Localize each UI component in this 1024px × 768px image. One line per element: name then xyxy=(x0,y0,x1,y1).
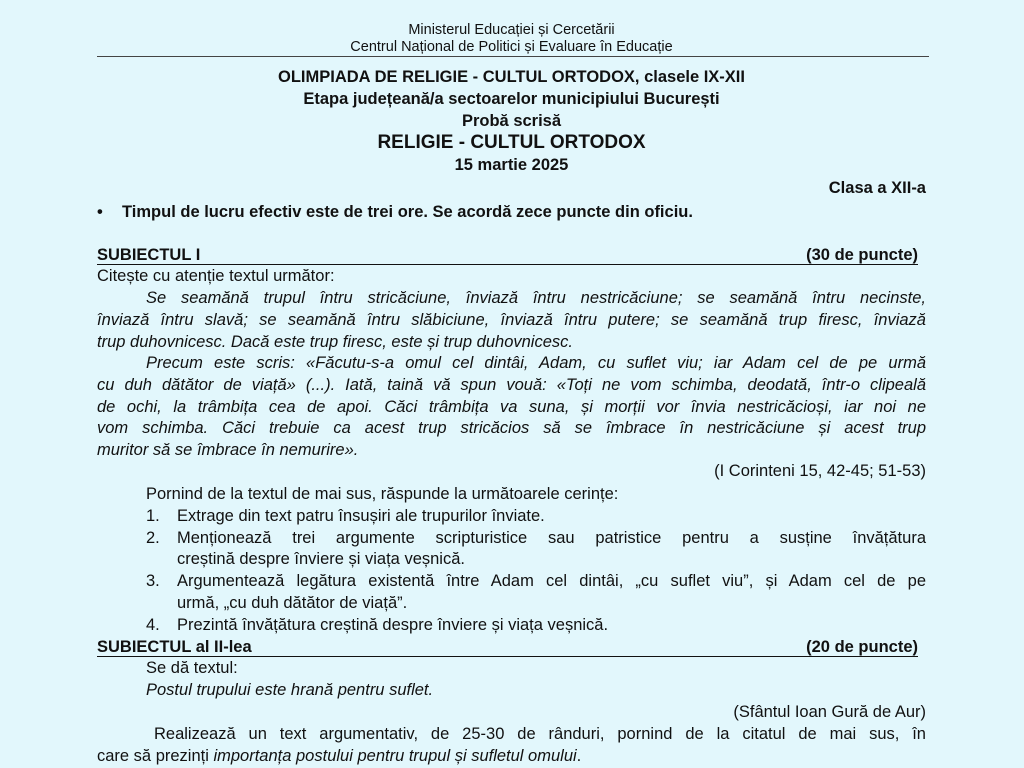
task-text: Prezintă învățătura creștină despre înviere și viața veșnică. xyxy=(177,616,609,634)
text-line: înviază întru slavă; se seamănă întru slăbiciune, înviază întru putere; se seamănă trup firesc, înviază xyxy=(97,311,926,329)
ministry-header: Ministerul Educației și Cercetării xyxy=(408,22,615,38)
task-text: creștină despre înviere și viața veșnică. xyxy=(177,550,465,568)
text-line: cu duh dătător de viață» (...). Iată, taină vă spun vouă: «Toți ne vom schimba, deodată, într-o clipeală xyxy=(97,376,926,394)
task-italic: importanța postului pentru trupul și sufletul omului xyxy=(213,747,577,765)
title-stage: Etapa județeană/a sectoarelor municipiului București xyxy=(303,90,720,108)
subject-2-quote: Postul trupului este hrană pentru suflet. xyxy=(146,681,434,699)
time-instruction: Timpul de lucru efectiv este de trei ore. Se acordă zece puncte din oficiu. xyxy=(122,203,693,221)
text-line: muritor să se îmbrace în nemurire». xyxy=(97,441,359,459)
class-label: Clasa a XII-a xyxy=(828,179,926,197)
text-line: de ochi, la trâmbița cea de apoi. Căci trâmbița va suna, și morții vor învia nestricăcioși, iar noi ne xyxy=(97,398,926,416)
subject-2-points: (20 de puncte) xyxy=(806,638,918,656)
subject-2-source: (Sfântul Ioan Gură de Aur) xyxy=(733,703,926,721)
center-header: Centrul Național de Politici și Evaluare în Educație xyxy=(350,39,673,55)
subject-1-heading xyxy=(97,244,918,265)
subject-2-heading xyxy=(97,636,918,657)
title-subject: RELIGIE - CULTUL ORTODOX xyxy=(377,132,646,153)
task-intro: Pornind de la textul de mai sus, răspunde la următoarele cerințe: xyxy=(146,485,619,503)
bullet-icon: • xyxy=(97,203,103,221)
task-text: Extrage din text patru însușiri ale trupurilor înviate. xyxy=(177,507,545,525)
task-number: 2. xyxy=(146,529,160,547)
text-line: trup duhovnicesc. Dacă este trup firesc, este și trup duhovnicesc. xyxy=(97,333,573,351)
text-line: Se seamănă trupul întru stricăciune, înviază întru nestricăciune; se seamănă întru necinste, xyxy=(146,289,926,307)
title-date: 15 martie 2025 xyxy=(454,156,569,174)
task-number: 4. xyxy=(146,616,160,634)
task-end: . xyxy=(576,747,582,765)
task-text: Menționează trei argumente scripturistice sau patristice pentru a susține învățătura xyxy=(177,529,926,547)
task-text: urmă, „cu duh dătător de viață”. xyxy=(177,594,408,612)
task-text: Argumentează legătura existentă între Adam cel dintâi, „cu suflet viu”, și Adam cel de pe xyxy=(177,572,926,590)
subject-1-intro: Citește cu atenție textul următor: xyxy=(97,267,335,285)
subject-1-title: SUBIECTUL I xyxy=(97,246,201,264)
header-divider xyxy=(97,56,929,57)
subject-1-source: (I Corinteni 15, 42-45; 51-53) xyxy=(714,462,926,480)
subject-2-title: SUBIECTUL al II-lea xyxy=(97,638,252,656)
title-olympiad: OLIMPIADA DE RELIGIE - CULTUL ORTODOX, clasele IX-XII xyxy=(278,68,745,86)
task-plain: care să prezinți xyxy=(97,747,214,765)
subject-2-task-continued xyxy=(97,745,926,767)
subject-2-task: Realizează un text argumentativ, de 25-30 de rânduri, pornind de la citatul de mai sus, în xyxy=(154,725,926,743)
task-number: 3. xyxy=(146,572,160,590)
subject-1-points: (30 de puncte) xyxy=(806,246,918,264)
text-line: vom schimba. Căci trebuie ca acest trup stricăcios să se îmbrace în nestricăciune și acest trup xyxy=(97,419,926,437)
title-exam-type: Probă scrisă xyxy=(461,112,562,130)
task-number: 1. xyxy=(146,507,160,525)
text-line: Precum este scris: «Făcutu-s-a omul cel dintâi, Adam, cu suflet viu; iar Adam cel de pe urmă xyxy=(146,354,926,372)
subject-2-intro: Se dă textul: xyxy=(146,659,238,677)
